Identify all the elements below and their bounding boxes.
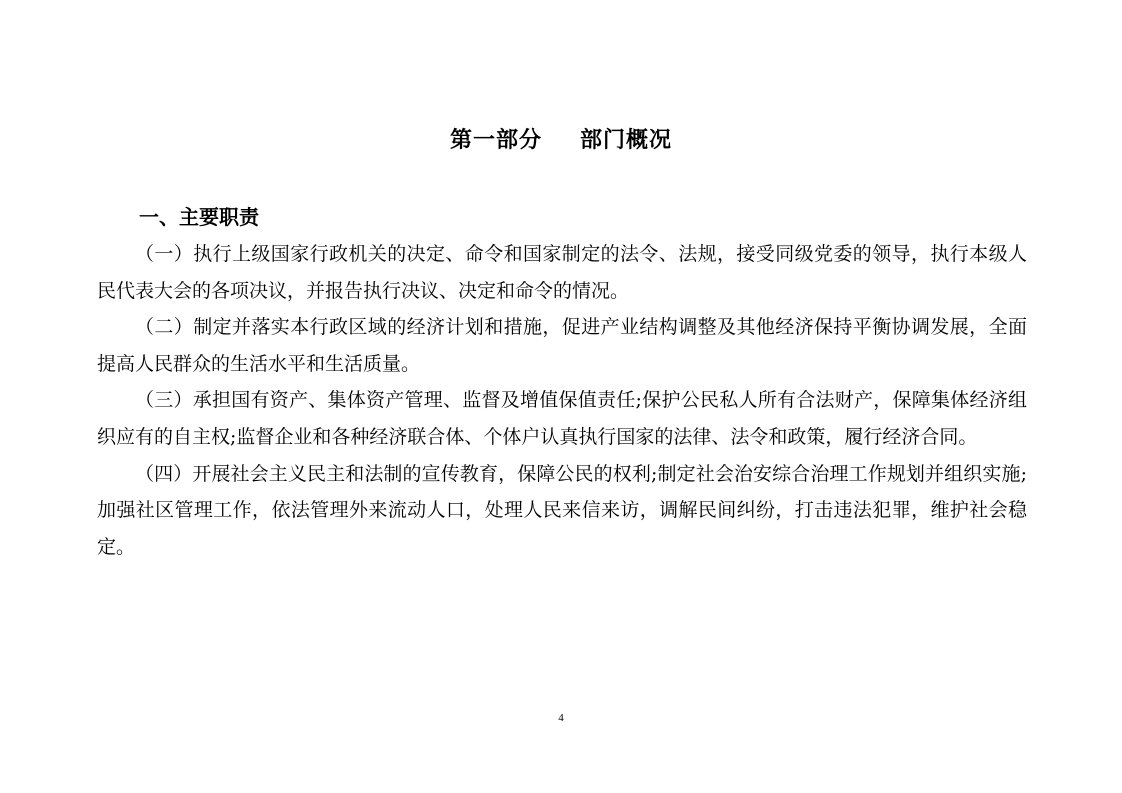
body-text bbox=[97, 236, 1027, 565]
page-number: 4 bbox=[558, 712, 564, 724]
paragraph-3: （三）承担国有资产、集体资产管理、监督及增值保值责任;保护公民私人所有合法财产，保障集体经济组织应有的自主权;监督企业和各种经济联合体、个体户认真执行国家的法律、法令和政策，履行经济合同。 bbox=[97, 389, 1027, 448]
title-name: 部门概况 bbox=[580, 128, 673, 153]
paragraph-2: （二）制定并落实本行政区域的经济计划和措施，促进产业结构调整及其他经济保持平衡协调发展，全面提高人民群众的生活水平和生活质量。 bbox=[97, 316, 1027, 375]
paragraph-4: （四）开展社会主义民主和法制的宣传教育，保障公民的权利;制定社会治安综合治理工作规划并组织实施;加强社区管理工作，依法管理外来流动人口，处理人民来信来访，调解民间纠纷，打击违法犯罪，维护社会稳定。 bbox=[97, 462, 1027, 558]
page-title bbox=[0, 124, 1122, 158]
section-heading: 一、主要职责 bbox=[139, 205, 259, 229]
paragraph-1: （一）执行上级国家行政机关的决定、命令和国家制定的法令、法规，接受同级党委的领导，执行本级人民代表大会的各项决议，并报告执行决议、决定和命令的情况。 bbox=[97, 243, 1027, 302]
title-part: 第一部分 bbox=[449, 128, 542, 153]
